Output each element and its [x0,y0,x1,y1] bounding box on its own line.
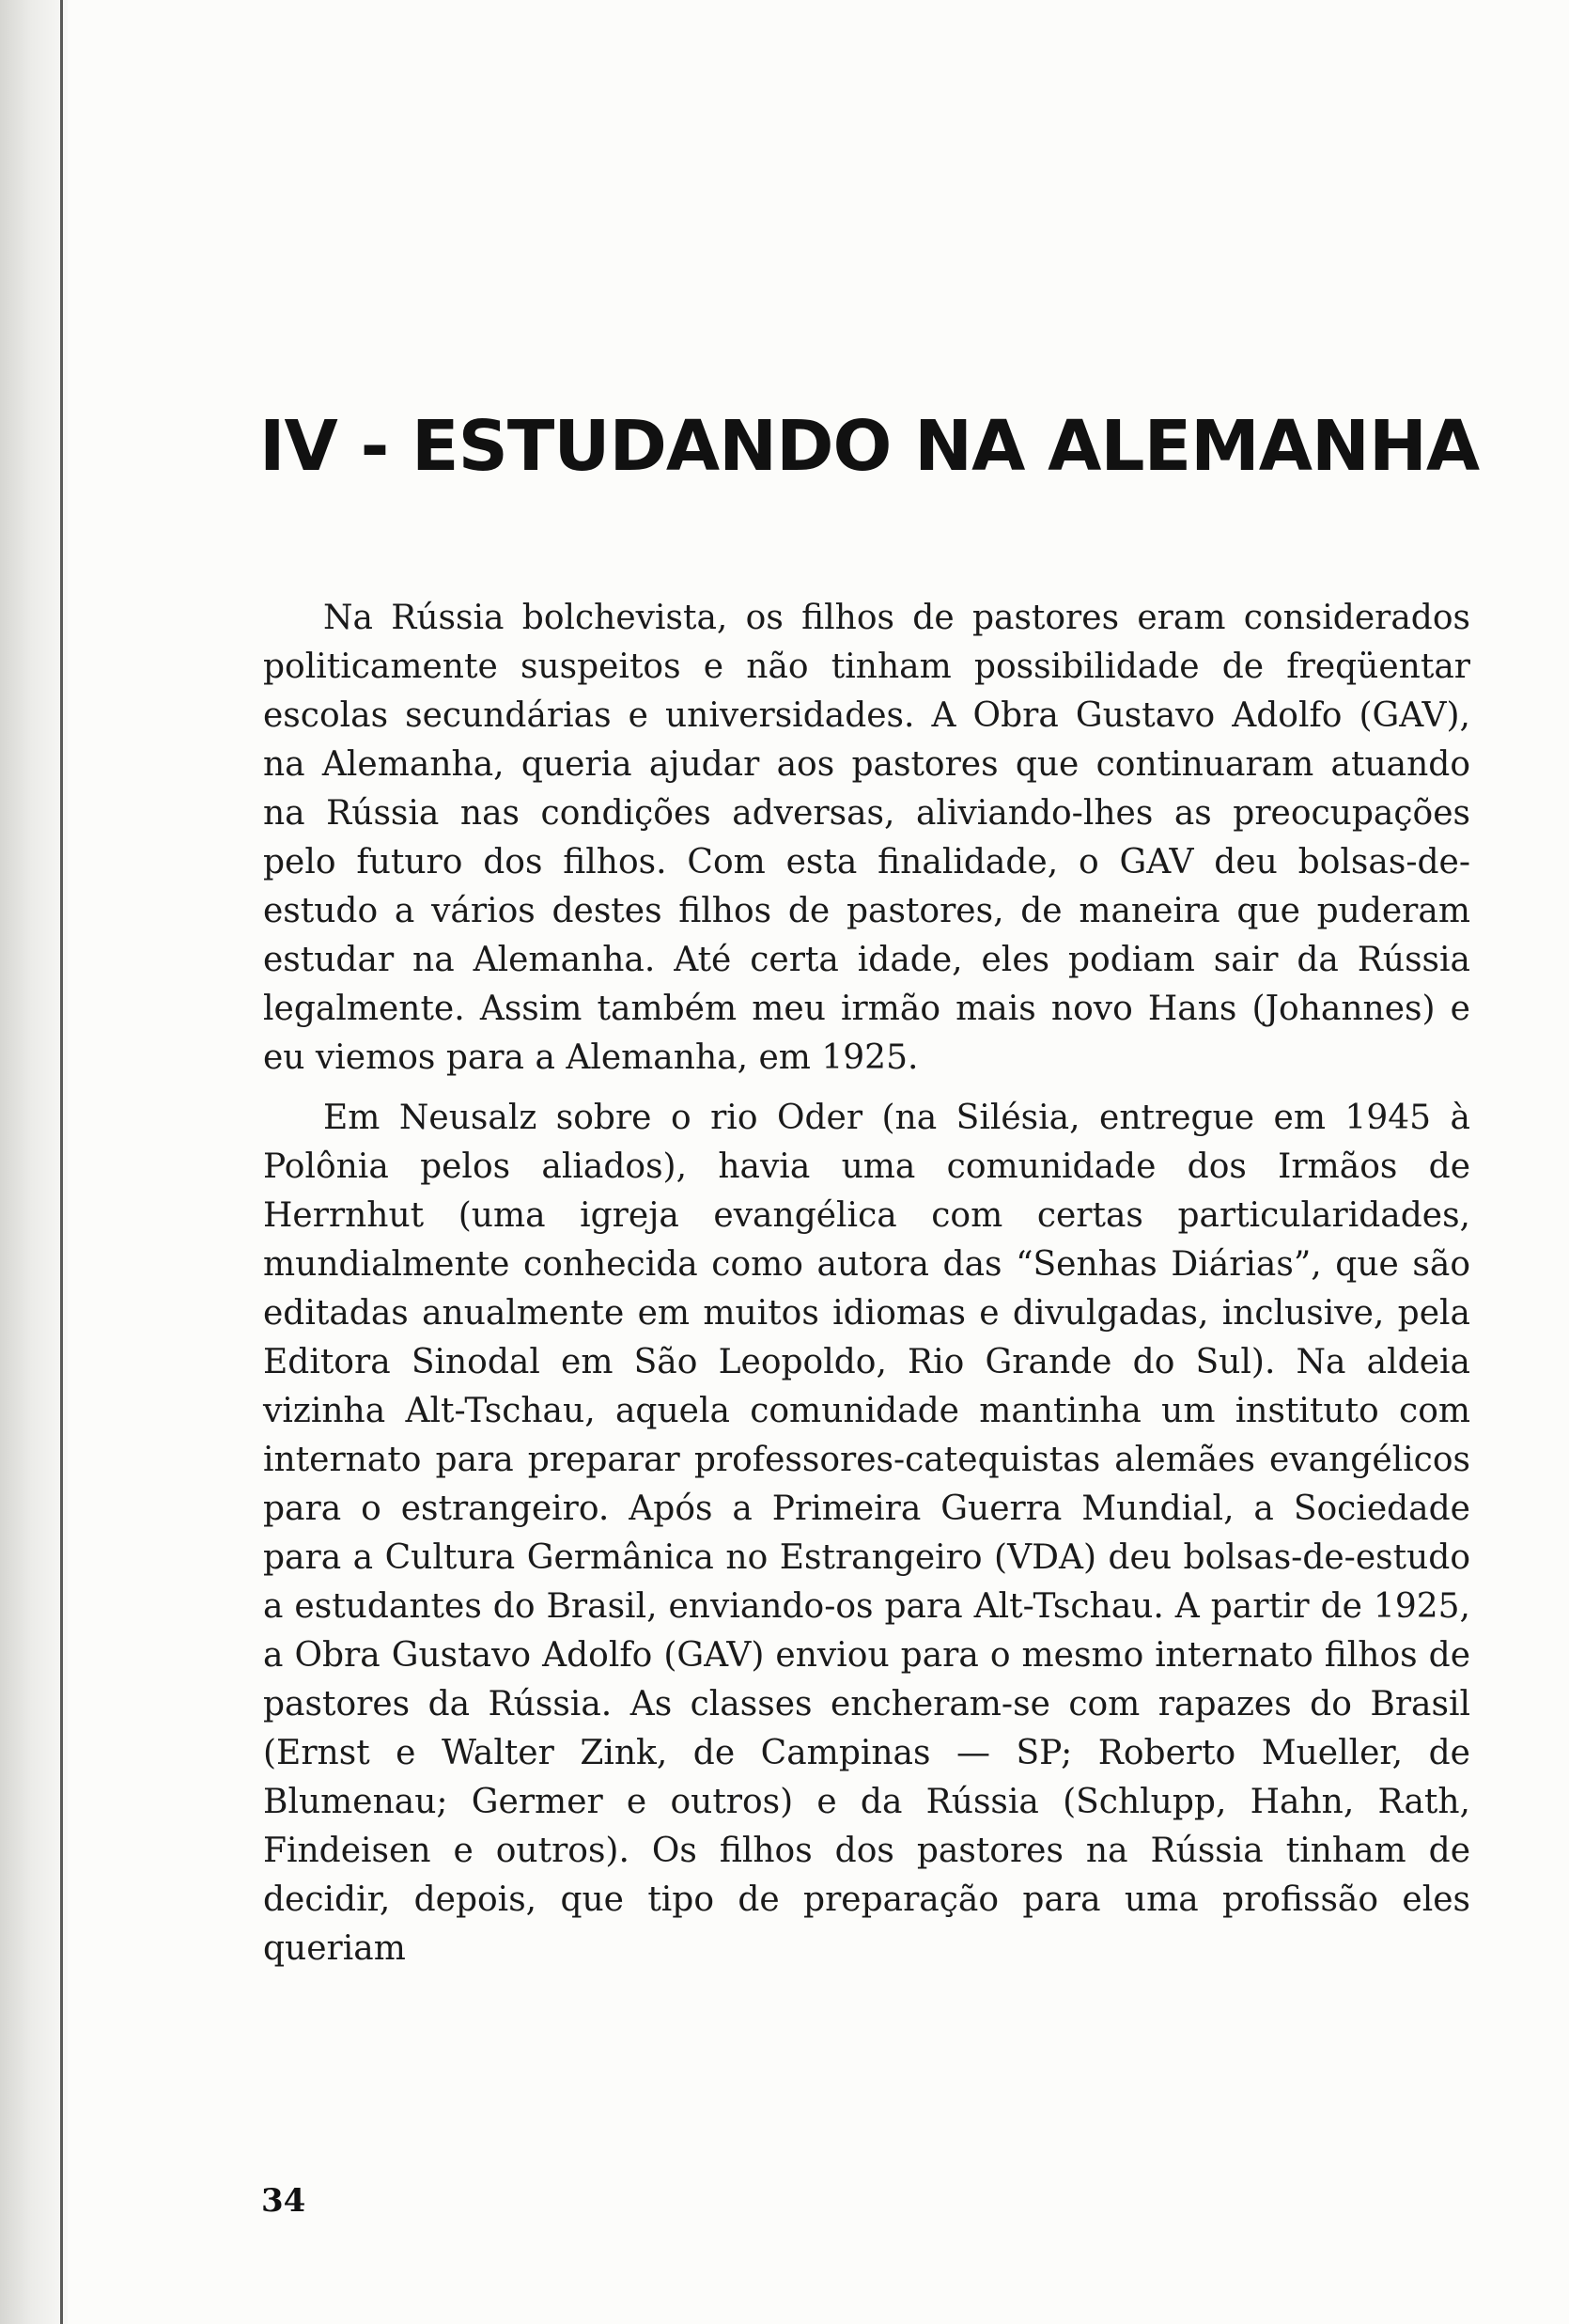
body-text [263,594,1470,1973]
page-number: 34 [261,2182,306,2220]
spine-edge [60,0,63,2324]
paragraph-1: Na Rússia bolchevista, os filhos de pastores eram considerados politicamente suspeitos e não tinham possibilidade de freqüentar escolas secundárias e universidades. A Obra Gustavo Adolfo (GAV), na Alemanha, queria ajudar aos pastores que continuaram atuando na Rússia nas condições adversas, aliviando-lhes as preocupações pelo futuro dos filhos. Com esta finalidade, o GAV deu bolsas-de-estudo a vários destes filhos de pastores, de maneira que puderam estudar na Alemanha. Até certa idade, eles podiam sair da Rússia legalmente. Assim também meu irmão mais novo Hans (Johannes) e eu viemos para a Alemanha, em 1925. [263,599,1470,1077]
chapter-title: IV - ESTUDANDO NA ALEMANHA [259,406,1480,487]
spine-shadow [0,0,68,2324]
paragraph-2: Em Neusalz sobre o rio Oder (na Silésia, entregue em 1945 à Polônia pelos aliados), havia uma comunidade dos Irmãos de Herrnhut (uma igreja evangélica com certas particularidades, mundialmente conhecida como autora das “Senhas Diárias”, que são editadas anualmente em muitos idiomas e divulgadas, inclusive, pela Editora Sinodal em São Leopoldo, Rio Grande do Sul). Na aldeia vizinha Alt-Tschau, aquela comunidade mantinha um instituto com internato para preparar professores-catequistas alemães evangélicos para o estrangeiro. Após a Primeira Guerra Mundial, a Sociedade para a Cultura Germânica no Estrangeiro (VDA) deu bolsas-de-estudo a estudantes do Brasil, enviando-os para Alt-Tschau. A partir de 1925, a Obra Gustavo Adolfo (GAV) enviou para o mesmo internato filhos de pastores da Rússia. As classes encheram-se com rapazes do Brasil (Ernst e Walter Zink, de Campinas — SP; Roberto Mueller, de Blumenau; Germer e outros) e da Rússia (Schlupp, Hahn, Rath, Findeisen e outros). Os filhos dos pastores na Rússia tinham de decidir, depois, que tipo de preparação para uma profissão eles queriam [263,1099,1470,1968]
